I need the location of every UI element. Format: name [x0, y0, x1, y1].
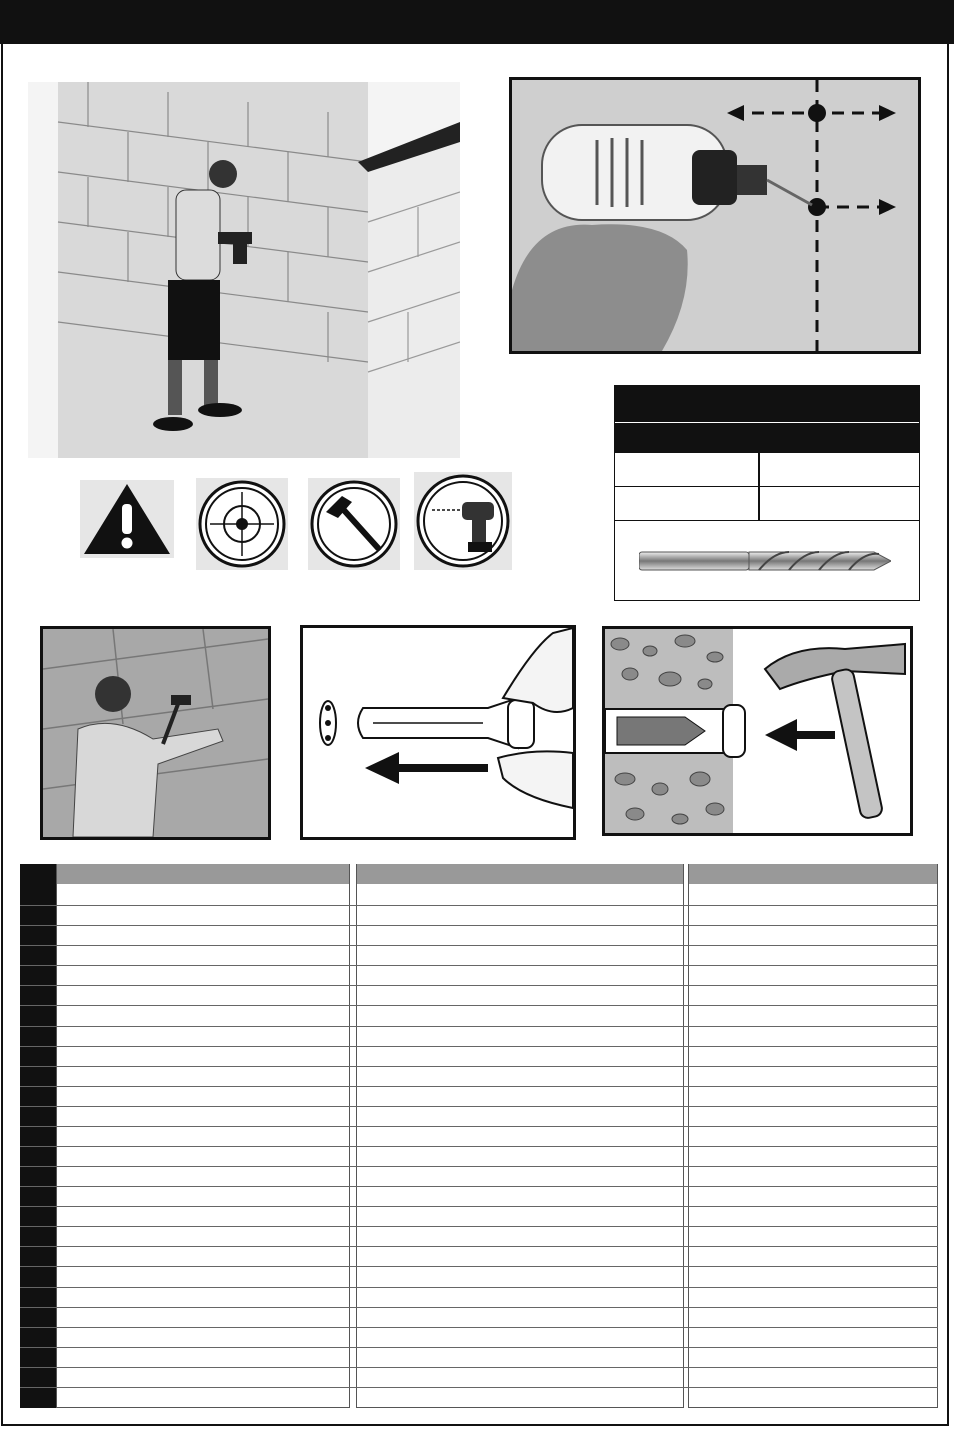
target-icon	[196, 478, 288, 570]
spec-cell-r1c2	[760, 453, 919, 487]
drill-bit-icon	[639, 546, 891, 576]
spec-cell-r2c2	[760, 487, 919, 521]
lang-column-1-header	[57, 864, 349, 884]
lang-column-2-header	[357, 864, 683, 884]
table-row-rule	[20, 1387, 938, 1388]
spec-divider	[758, 423, 760, 521]
table-row-rule	[20, 1327, 938, 1328]
drill-icon	[414, 472, 512, 570]
table-row-rule	[20, 1206, 938, 1207]
table-row-rule	[20, 1347, 938, 1348]
table-row-rule	[20, 1026, 938, 1027]
table-row-rule	[20, 925, 938, 926]
spec-table-header	[615, 386, 919, 422]
table-row-rule	[20, 945, 938, 946]
table-row-rule	[20, 1246, 938, 1247]
hammer-icon	[308, 478, 400, 570]
insert-anchor-panel	[300, 625, 576, 840]
table-row-rule	[20, 1146, 938, 1147]
table-row-rule	[20, 1367, 938, 1368]
table-row-rule	[20, 1066, 938, 1067]
table-row-rule	[20, 1005, 938, 1006]
spec-cell-r2c1	[615, 487, 758, 521]
table-row-rule	[20, 1046, 938, 1047]
hammer-anchor-panel	[602, 626, 913, 836]
table-row-rule	[20, 1307, 938, 1308]
spec-col-header-2	[760, 423, 919, 453]
table-row-rule	[20, 905, 938, 906]
table-row-rule	[20, 985, 938, 986]
drill-spec-table	[614, 385, 920, 601]
table-row-rule	[20, 965, 938, 966]
table-row-rule	[20, 1086, 938, 1087]
language-table	[20, 864, 938, 1408]
spec-cell-r1c1	[615, 453, 758, 487]
wall-drilling-illustration	[28, 82, 460, 458]
table-row-rule	[20, 1166, 938, 1167]
lang-column-3-header	[689, 864, 937, 884]
warning-icon	[80, 480, 174, 558]
table-row-rule	[20, 1186, 938, 1187]
table-row-rule	[20, 1226, 938, 1227]
table-row-rule	[20, 1126, 938, 1127]
table-row-rule	[20, 1106, 938, 1107]
drill-closeup-panel	[509, 77, 921, 354]
hammering-photo-panel	[40, 626, 271, 840]
table-row-rule	[20, 1266, 938, 1267]
spec-col-header-1	[615, 423, 758, 453]
table-row-rule	[20, 1287, 938, 1288]
